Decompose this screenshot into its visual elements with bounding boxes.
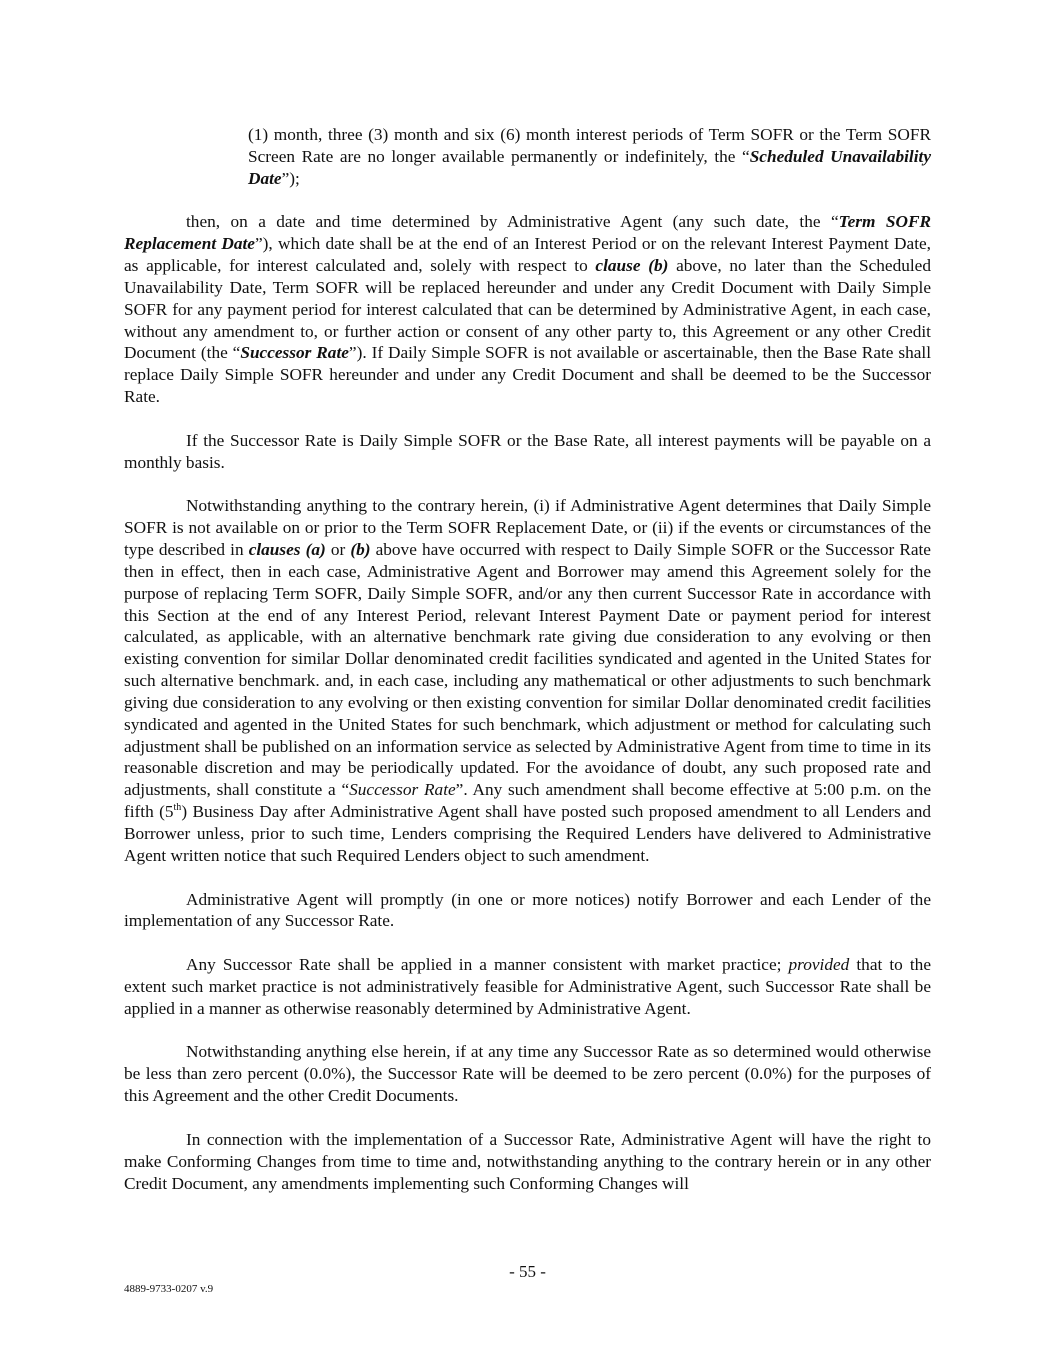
- text-run: Notwithstanding anything else herein, if at any time any Successor Rate as so determined would otherwise be less than zero percent (0.0%), the Successor Rate will be deemed to be zero percent (0.0%) for the purposes of this Agreement and the other Credit Documents.: [124, 1042, 931, 1106]
- text-run: ”). If Daily Simple SOFR is not available or ascertainable, then the Base Rate shall replace Daily Simple SOFR hereunder and under any Credit Document and shall be deemed to be the Successor Rate.: [124, 343, 931, 407]
- text-run: ) Business Day after Administrative Agent shall have posted such proposed amendment to all Lenders and Borrower unless, prior to such time, Lenders comprising the Required Lenders have delivered to Administrative Agent written notice that such Required Lenders object to such amendment.: [124, 802, 931, 865]
- defined-term: clauses (a): [248, 540, 326, 560]
- italic-text: Successor Rate: [349, 780, 456, 800]
- paragraph: [124, 430, 931, 474]
- defined-term: Scheduled Unavailability Date: [248, 146, 931, 188]
- paragraph: [124, 954, 931, 1020]
- text-run: If the Successor Rate is Daily Simple SOFR or the Base Rate, all interest payments will be payable on a monthly basis.: [124, 430, 931, 472]
- defined-term: clause (b): [595, 256, 669, 276]
- defined-term: (b): [350, 540, 371, 560]
- text-run: that to the extent such market practice is not administratively feasible for Administrative Agent, such Successor Rate shall be applied in a manner as otherwise reasonably determined by Administrative Agent.: [124, 955, 931, 1018]
- paragraph: [124, 495, 931, 866]
- paragraph: [124, 1041, 931, 1107]
- document-body: [124, 124, 931, 1216]
- text-run: ”);: [281, 168, 300, 188]
- text-run: ”. Any such amendment shall become effective at 5:00 p.m. on the fifth (5: [124, 780, 931, 822]
- italic-text: provided: [788, 955, 850, 975]
- text-run: Administrative Agent will promptly (in one or more notices) notify Borrower and each Lender of the implementation of any Successor Rate.: [124, 889, 931, 931]
- paragraph: [248, 124, 931, 190]
- text-run: above have occurred with respect to Daily Simple SOFR or the Successor Rate then in effect, then in each case, Administrative Agent and Borrower may amend this Agreement solely for the purpose of replacing Term SOFR, Daily Simple SOFR, and/or any then current Successor Rate in accordance with this Section at the end of any Interest Period, relevant Interest Payment Date or payment period for interest calculated, as applicable, with an alternative benchmark rate giving due consideration to any evolving or then existing convention for similar Dollar denominated credit facilities syndicated and agented in the United States for such alternative benchmark. and, in each case, including any mathematical or other adjustments to such benchmark giving due consideration to any evolving or then existing convention for similar Dollar denominated credit facilities syndicated and agented in the United States for such benchmark, which adjustment or method for calculating such adjustment shall be published on an information service as selected by Administrative Agent from time to time in its reasonable discretion and may be periodically updated. For the avoidance of doubt, any such proposed rate and adjustments, shall constitute a “: [124, 540, 931, 800]
- paragraph: [124, 1129, 931, 1195]
- text-run: above, no later than the Scheduled Unavailability Date, Term SOFR will be replaced hereunder and under any Credit Document with Daily Simple SOFR for any payment period for interest calculated that can be determined by Administrative Agent, in each case, without any amendment to, or further action or consent of any other party to, this Agreement or any other Credit Document (the “: [124, 256, 931, 363]
- text-run: then, on a date and time determined by Administrative Agent (any such date, the “: [186, 212, 839, 232]
- page-number: - 55 -: [509, 1262, 546, 1281]
- text-run: (1) month, three (3) month and six (6) month interest periods of Term SOFR or the Term SOFR Screen Rate are no longer available permanently or indefinitely, the “: [248, 125, 931, 166]
- paragraph: [124, 889, 931, 933]
- text-run: Any Successor Rate shall be applied in a manner consistent with market practice;: [186, 955, 789, 975]
- defined-term: Term SOFR Replacement Date: [124, 212, 931, 254]
- paragraph: [124, 211, 931, 408]
- text-run: In connection with the implementation of a Successor Rate, Administrative Agent will have the right to make Conforming Changes from time to time and, notwithstanding anything to the contrary herein or in any other Credit Document, any amendments implementing such Conforming Changes will: [124, 1129, 931, 1193]
- superscript: th: [173, 802, 182, 814]
- document-id: 4889-9733-0207 v.9: [124, 1283, 214, 1295]
- text-run: or: [325, 540, 351, 560]
- text-run: ”), which date shall be at the end of an Interest Period or on the relevant Interest Payment Date, as applicable, for interest calculated and, solely with respect to: [124, 234, 931, 276]
- defined-term: Successor Rate: [240, 343, 349, 363]
- text-run: Notwithstanding anything to the contrary herein, (i) if Administrative Agent determines that Daily Simple SOFR is not available on or prior to the Term SOFR Replacement Date, or (ii) if the events or circumstances of the type described in: [124, 496, 931, 560]
